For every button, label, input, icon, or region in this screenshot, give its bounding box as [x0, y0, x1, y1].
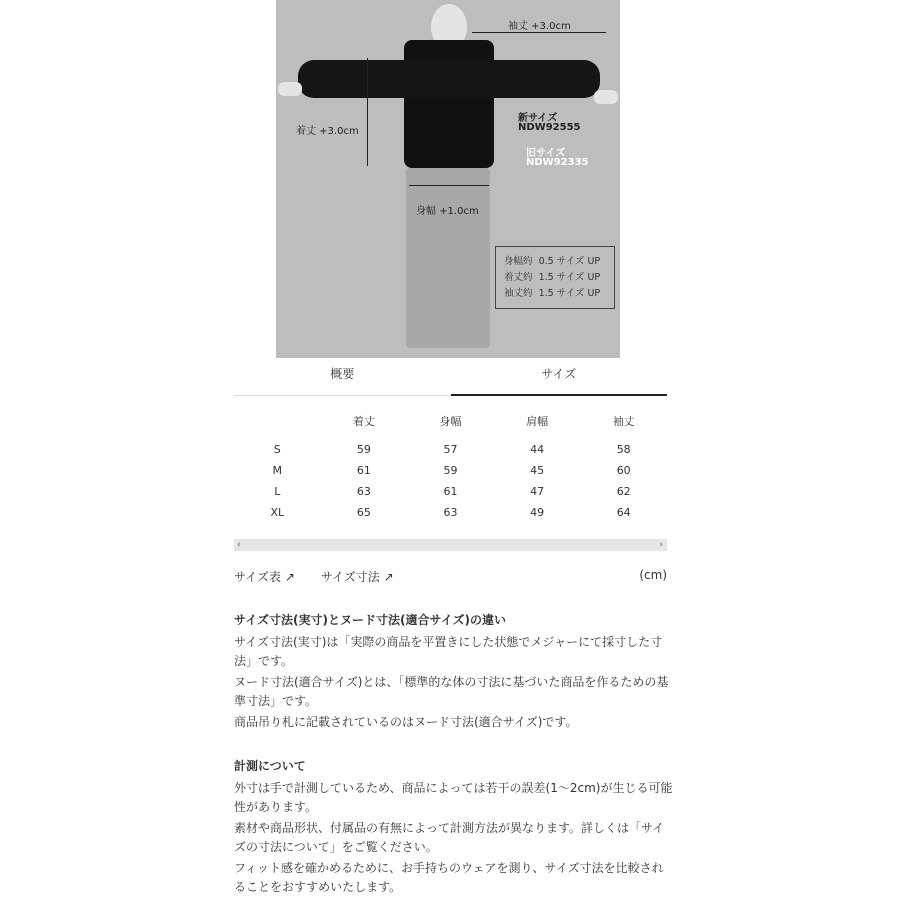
- length-arrow: [367, 58, 368, 166]
- cell: 63: [443, 506, 458, 519]
- tab-size[interactable]: サイズ: [451, 360, 668, 396]
- sleeve-arrow: [472, 32, 606, 33]
- summary-value: 1.5 サイズ UP: [538, 288, 601, 299]
- sleeve-label: 袖丈 +3.0cm: [508, 21, 571, 32]
- paragraph: 素材や商品形状、付属品の有無によって計測方法が異なります。詳しくは「サイズの寸法について」をご覧ください。: [234, 821, 665, 854]
- table-row: [234, 481, 667, 502]
- measurement-section: [234, 757, 674, 899]
- paragraph: 商品吊り札に記載されているのはヌード寸法(適合サイズ)です。: [234, 715, 578, 729]
- cell: 63: [356, 485, 371, 498]
- table-header: [234, 413, 667, 439]
- new-size-label: 新サイズ: [518, 113, 558, 124]
- summary-value: 0.5 サイズ UP: [538, 256, 601, 267]
- header-cell: 袖丈: [612, 415, 635, 428]
- section-title: サイズ寸法(実寸)とヌード寸法(適合サイズ)の違い: [234, 613, 507, 627]
- summary-key: 身幅約: [504, 256, 533, 267]
- width-label: 身幅 +1.0cm: [416, 206, 479, 217]
- hand-right: [594, 90, 618, 104]
- horizontal-scrollbar[interactable]: [234, 539, 667, 551]
- summary-value: 1.5 サイズ UP: [538, 272, 601, 283]
- cell: 59: [443, 464, 458, 477]
- cell: S: [273, 443, 281, 456]
- tab-bar: [234, 360, 667, 396]
- header-cell: 肩幅: [526, 415, 549, 428]
- paragraph: ヌード寸法(適合サイズ)とは、「標準的な体の寸法に基づいた商品を作るための基準寸法」です。: [234, 675, 669, 708]
- product-size-image: [276, 0, 620, 358]
- table-row: [234, 460, 667, 481]
- cell: 57: [443, 443, 458, 456]
- size-up-box: [495, 246, 615, 309]
- cell: M: [272, 464, 283, 477]
- scroll-left-icon[interactable]: ‹: [237, 540, 241, 550]
- size-table: [234, 413, 667, 523]
- cell: 59: [356, 443, 371, 456]
- section-title: 計測について: [234, 759, 306, 773]
- summary-key: 袖丈約: [504, 288, 533, 299]
- cell: XL: [270, 506, 285, 519]
- header-cell: 身幅: [439, 415, 462, 428]
- new-size-code: NDW92555: [518, 122, 581, 133]
- summary-key: 着丈約: [504, 272, 533, 283]
- tab-overview[interactable]: 概要: [234, 360, 451, 396]
- paragraph: 外寸は手で計測しているため、商品によっては若干の誤差(1〜2cm)が生じる可能性があります。: [234, 781, 673, 814]
- cell: 61: [443, 485, 458, 498]
- cell: 60: [616, 464, 631, 477]
- length-label: 着丈 +3.0cm: [296, 126, 359, 137]
- table-row: [234, 502, 667, 523]
- cell: 65: [356, 506, 371, 519]
- size-difference-section: [234, 611, 674, 734]
- header-cell: 着丈: [352, 415, 375, 428]
- cell: 45: [530, 464, 545, 477]
- cell: 49: [530, 506, 545, 519]
- cell: 47: [530, 485, 545, 498]
- cell: 62: [616, 485, 631, 498]
- jacket-sleeves: [298, 60, 600, 98]
- size-chart-link[interactable]: サイズ表 ↗: [234, 570, 295, 584]
- cell: L: [274, 485, 281, 498]
- old-size-label: 旧サイズ: [526, 148, 566, 159]
- cell: 61: [356, 464, 371, 477]
- cell: 58: [616, 443, 631, 456]
- pants: [406, 168, 490, 348]
- size-links: [234, 568, 667, 588]
- paragraph: サイズ寸法(実寸)は「実際の商品を平置きにした状態でメジャーにて採寸した寸法」です。: [234, 635, 663, 668]
- old-size-code: NDW92335: [526, 157, 589, 168]
- header-cell: [234, 413, 321, 439]
- scroll-right-icon[interactable]: ›: [659, 540, 663, 550]
- hand-left: [278, 82, 302, 96]
- width-arrow: [409, 185, 489, 186]
- unit-label: (cm): [639, 568, 667, 582]
- cell: 64: [616, 506, 631, 519]
- cell: 44: [530, 443, 545, 456]
- paragraph: フィット感を確かめるために、お手持ちのウェアを測り、サイズ寸法を比較されることをおすすめいたします。: [234, 861, 664, 894]
- size-dimensions-link[interactable]: サイズ寸法 ↗: [320, 570, 394, 584]
- table-row: [234, 439, 667, 460]
